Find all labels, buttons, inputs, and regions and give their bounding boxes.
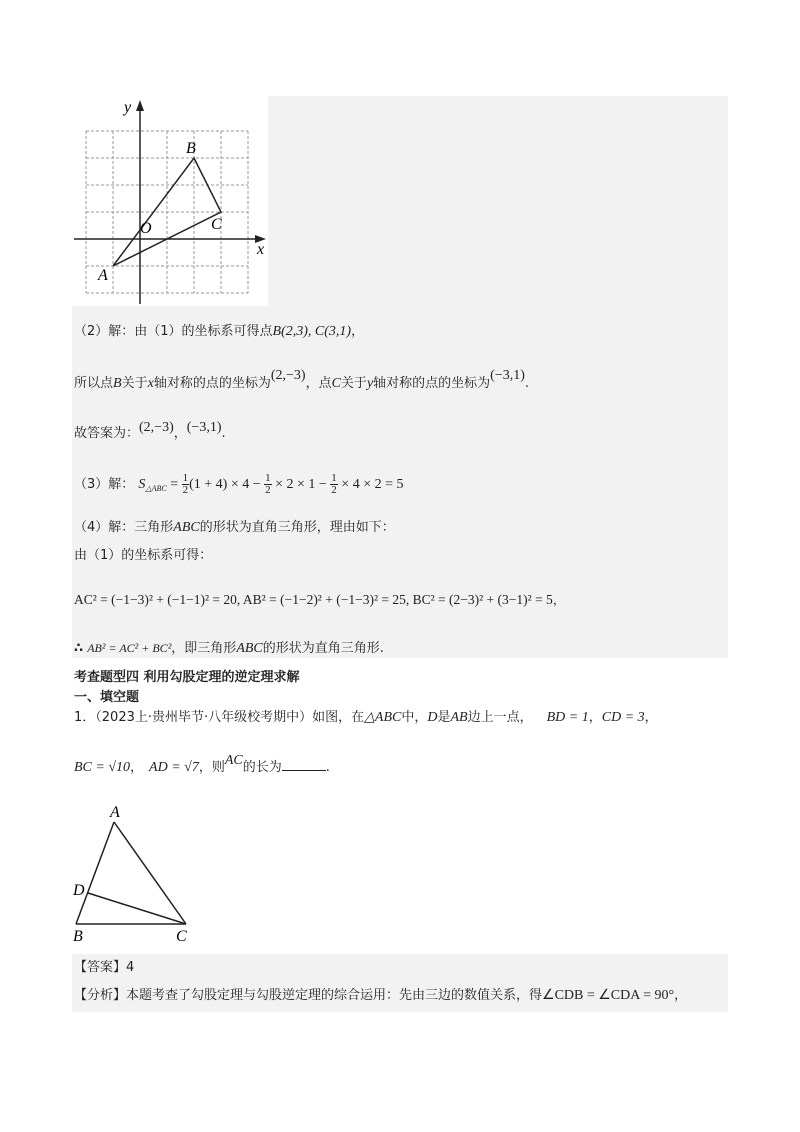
- part2-comma: ，: [351, 324, 365, 339]
- label-a: A: [110, 804, 120, 821]
- math-abc: ABC: [173, 520, 200, 535]
- label-b: B: [73, 928, 83, 945]
- math-y: y: [366, 376, 374, 391]
- distance-equations: AC² = (−1−3)² + (−1−1)² = 20, AB² = (−1−2)² + (−1−3)² = 25, BC² = (2−3)² + (3−1)² = 5: [74, 592, 553, 607]
- text-fragment: ，: [644, 710, 658, 725]
- text-fragment: 轴对称的点的坐标为: [373, 376, 491, 391]
- analysis-line: [74, 986, 687, 1006]
- label-c: C: [176, 928, 187, 945]
- part2-points: B(2,3), C(3,1): [272, 324, 352, 339]
- math-fragment: × 4 × 2 = 5: [337, 477, 404, 492]
- math-abc: ABC: [236, 641, 263, 656]
- text-fragment: ，则: [198, 760, 225, 775]
- given-bd: BD = 1: [546, 710, 589, 725]
- text-fragment: 边上一点，: [467, 710, 533, 725]
- label-x: x: [257, 241, 265, 258]
- label-c: C: [211, 216, 222, 233]
- given-cd: CD = 3: [601, 710, 645, 725]
- text-fragment: 的形状为直角三角形，理由如下：: [199, 520, 395, 535]
- reflect-y-value: (−3,1): [490, 368, 525, 383]
- label-d: D: [73, 882, 85, 899]
- text-fragment: 所以点: [74, 376, 114, 391]
- part3-line: [74, 472, 403, 502]
- text-fragment: ，: [130, 760, 144, 775]
- answer-blank: [282, 758, 326, 771]
- text-fragment: 的长为: [242, 760, 282, 775]
- math-fragment: =: [166, 477, 182, 492]
- area-subscript: △ABC: [145, 484, 167, 493]
- label-b: B: [186, 140, 196, 157]
- segment-dc: [88, 893, 186, 924]
- label-a: A: [98, 267, 108, 284]
- answer-line: [74, 420, 226, 444]
- triangle-figure: [66, 800, 196, 945]
- area-symbol: S: [138, 477, 146, 492]
- given-bc: BC = √10: [74, 760, 131, 775]
- question-line2: [74, 753, 330, 778]
- fraction-half: [182, 473, 190, 496]
- part4-line2: 由（1）的坐标系可得：: [74, 548, 213, 563]
- answer-value-2: (−3,1): [186, 420, 222, 435]
- given-ad: AD = √7: [149, 760, 199, 775]
- therefore-symbol: ∴: [74, 641, 84, 656]
- text-fragment: 中，: [401, 710, 428, 725]
- question-line1: [74, 708, 658, 728]
- text-fragment: ，即三角形: [171, 641, 237, 656]
- math-triangle: △ABC: [364, 710, 402, 725]
- text-fragment: .: [325, 760, 330, 775]
- text-fragment: ，点: [305, 376, 332, 391]
- label-y: y: [124, 99, 132, 116]
- part3-label: （3）解：: [74, 477, 135, 492]
- segment-ab: [76, 822, 114, 924]
- text-fragment: 关于: [121, 376, 148, 391]
- text-fragment: 的形状为直角三角形.: [262, 641, 384, 656]
- math-d: D: [427, 710, 438, 725]
- label-o: O: [140, 220, 152, 237]
- text-fragment: ，: [674, 988, 688, 1003]
- fraction-half: [330, 473, 338, 496]
- fraction-den: 2: [331, 484, 337, 496]
- analysis-text: 【分析】本题考查了勾股定理与勾股逆定理的综合运用：先由三边的数值关系，得: [74, 988, 543, 1003]
- part2-line2: [74, 368, 530, 394]
- section-heading: 考查题型四 利用勾股定理的逆定理求解: [74, 670, 300, 685]
- text-fragment: ，: [552, 593, 565, 607]
- fraction-num: 1: [331, 472, 337, 484]
- question-intro: 1．（2023上·贵州毕节·八年级校考期中）如图，在: [74, 710, 365, 725]
- part4-conclusion: [74, 638, 384, 659]
- answer-value-1: (2,−3): [139, 420, 174, 435]
- answer-label: 故答案为：: [74, 426, 140, 441]
- answer-label: 【答案】4: [74, 960, 135, 975]
- pythagorean-relation: AB² = AC² + BC²: [87, 641, 172, 655]
- text-fragment: ，: [173, 426, 187, 441]
- text-fragment: 是: [437, 710, 451, 725]
- fraction-den: 2: [182, 484, 189, 496]
- part2-intro: （2）解：由（1）的坐标系可得点: [74, 324, 273, 339]
- section-subheading: 一、填空题: [74, 690, 140, 705]
- math-b: B: [113, 376, 122, 391]
- text-fragment: 轴对称的点的坐标为: [153, 376, 271, 391]
- analysis-angles: ∠CDB = ∠CDA = 90°: [542, 988, 675, 1003]
- fraction-den: 2: [265, 484, 271, 496]
- coordinate-figure: [72, 96, 268, 306]
- segment-ac: [114, 822, 186, 924]
- math-ac: AC: [224, 753, 243, 768]
- text-fragment: ，: [588, 710, 602, 725]
- text-fragment: （4）解：三角形: [74, 520, 174, 535]
- math-fragment: (1 + 4) × 4 −: [189, 477, 265, 492]
- math-ab: AB: [450, 710, 468, 725]
- math-fragment: × 2 × 1 −: [271, 477, 331, 492]
- math-c: C: [331, 376, 341, 391]
- reflect-x-value: (2,−3): [270, 368, 306, 383]
- fraction-num: 1: [182, 472, 189, 484]
- text-fragment: 关于: [340, 376, 367, 391]
- part2-line1: [74, 322, 364, 342]
- part4-equation: [74, 590, 565, 610]
- text-fragment: .: [221, 426, 226, 441]
- fraction-half: [264, 473, 272, 496]
- text-fragment: .: [524, 376, 530, 391]
- math-x: x: [147, 376, 154, 391]
- part4-line1: [74, 518, 395, 538]
- fraction-num: 1: [265, 472, 271, 484]
